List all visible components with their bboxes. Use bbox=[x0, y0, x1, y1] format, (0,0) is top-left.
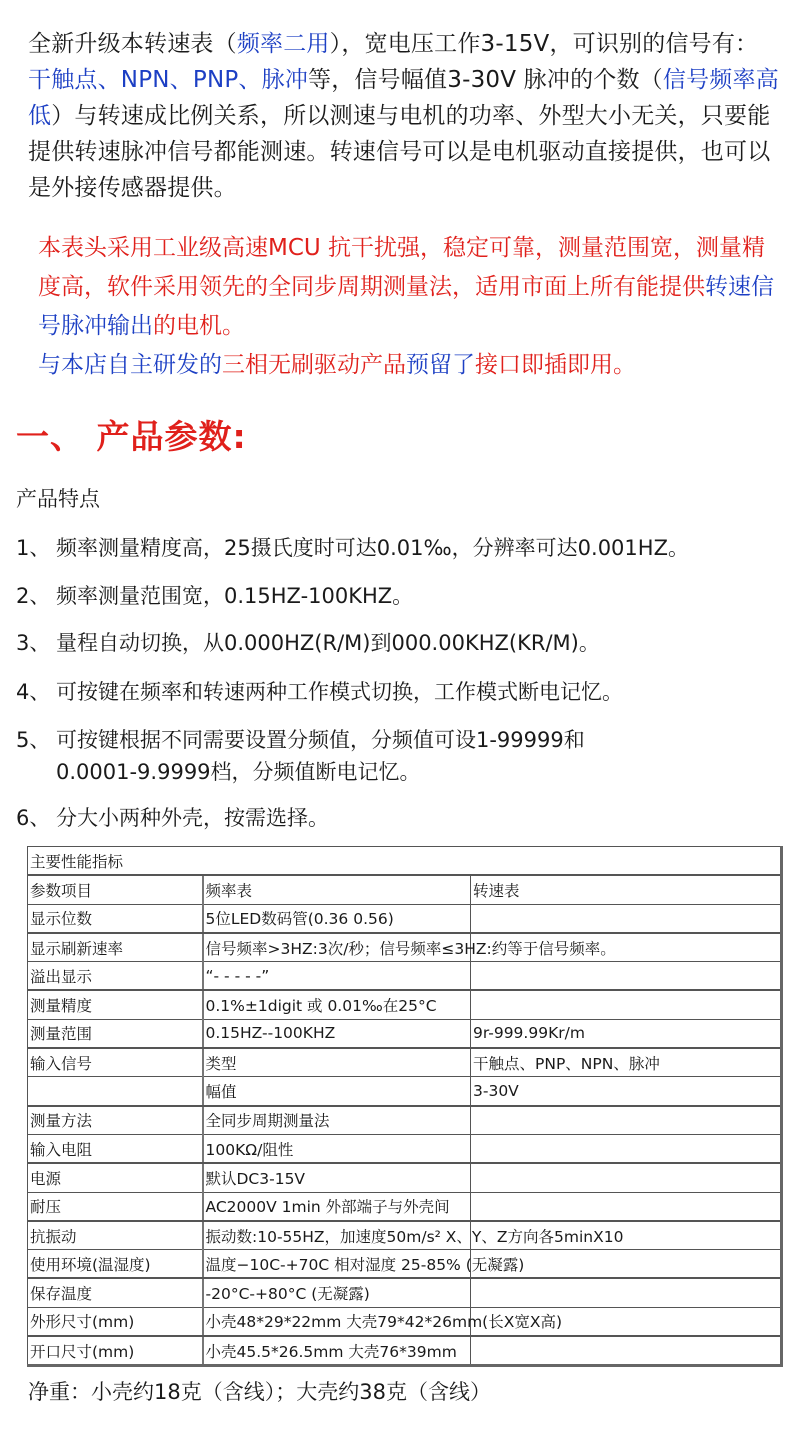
table-cell: 信号频率>3HZ:3次/秒；信号频率≤3HZ:约等于信号频率。 bbox=[203, 933, 471, 962]
table-cell: 保存温度 bbox=[28, 1278, 203, 1307]
net-weight: 净重：小壳约18克（含线）；大壳约38克（含线） bbox=[28, 1380, 491, 1404]
store-highlight-product: 三相无刷驱动产品 bbox=[222, 352, 406, 378]
table-cell: “- - - - -” bbox=[203, 962, 471, 991]
feature-text: 量程自动切换，从0.000HZ(R/M)到000.00KHZ(KR/M)。 bbox=[56, 631, 600, 655]
table-cell: 输入电阻 bbox=[28, 1134, 203, 1163]
intro-text-2: ），宽电压工作3-15V，可识别的信号有： bbox=[329, 31, 759, 57]
feature-text: 频率测量精度高，25摄氏度时可达0.01‰，分辨率可达0.001HZ。 bbox=[56, 536, 689, 560]
table-caption: 主要性能指标 bbox=[28, 847, 782, 876]
table-cell: 小壳48*29*22mm 大壳79*42*26mm(长X宽X高) bbox=[203, 1307, 471, 1336]
table-cell: 0.1%±1digit 或 0.01‰在25°C bbox=[203, 990, 471, 1019]
table-cell: -20°C-+80°C (无凝露) bbox=[203, 1278, 471, 1307]
table-cell bbox=[471, 1278, 782, 1307]
feature-number: 4、 bbox=[16, 680, 51, 704]
feature-number: 6、 bbox=[16, 806, 51, 830]
mcu-text-1: 本表头采用工业级高速MCU 抗干扰强，稳定可靠，测量范围宽，测量精度高，软件采用领先的全同步周期测量法，适用市面上所有能提供 bbox=[38, 235, 766, 300]
table-row bbox=[28, 1307, 782, 1336]
section-heading: 一、 产品参数: bbox=[16, 417, 247, 456]
table-cell: 抗振动 bbox=[28, 1221, 203, 1250]
table-row bbox=[28, 1077, 782, 1106]
table-row bbox=[28, 1134, 782, 1163]
table-cell bbox=[471, 1163, 782, 1192]
table-cell: AC2000V 1min 外部端子与外壳间 bbox=[203, 1192, 471, 1221]
feature-number: 2、 bbox=[16, 584, 51, 608]
store-text-2: 预留了 bbox=[406, 352, 475, 378]
table-cell: 幅值 bbox=[203, 1077, 471, 1106]
intro-text-3: 等，信号幅值3-30V 脉冲的个数（ bbox=[308, 67, 663, 93]
feature-item-2 bbox=[16, 580, 806, 612]
store-text-1: 与本店自主研发的 bbox=[38, 352, 222, 378]
table-cell bbox=[28, 1077, 203, 1106]
table-row bbox=[28, 1192, 782, 1221]
table-cell: 使用环境(温湿度) bbox=[28, 1250, 203, 1279]
feature-number: 5、 bbox=[16, 728, 51, 752]
feature-number: 1、 bbox=[16, 536, 51, 560]
feature-text: 分大小两种外壳，按需选择。 bbox=[56, 806, 329, 830]
table-row bbox=[28, 1163, 782, 1192]
feature-number: 3、 bbox=[16, 631, 51, 655]
table-row bbox=[28, 990, 782, 1019]
table-row bbox=[28, 1250, 782, 1279]
table-cell: 干触点、PNP、NPN、脉冲 bbox=[471, 1048, 782, 1077]
table-cell: 3-30V bbox=[471, 1077, 782, 1106]
table-cell: 9r-999.99Kr/m bbox=[471, 1019, 782, 1048]
feature-item-4 bbox=[16, 676, 806, 708]
table-caption-row bbox=[28, 847, 782, 876]
table-row bbox=[28, 1019, 782, 1048]
table-cell: 0.15HZ--100KHZ bbox=[203, 1019, 471, 1048]
table-cell: 小壳45.5*26.5mm 大壳76*39mm bbox=[203, 1336, 471, 1366]
table-row bbox=[28, 933, 782, 962]
table-row bbox=[28, 1336, 782, 1366]
table-cell: 溢出显示 bbox=[28, 962, 203, 991]
table-cell: 电源 bbox=[28, 1163, 203, 1192]
table-cell bbox=[471, 1336, 782, 1366]
table-row bbox=[28, 904, 782, 933]
store-text-3: 接口即插即用。 bbox=[475, 352, 636, 378]
feature-item-1 bbox=[16, 532, 806, 564]
table-cell bbox=[471, 904, 782, 933]
table-cell: 类型 bbox=[203, 1048, 471, 1077]
table-row bbox=[28, 1278, 782, 1307]
table-cell: 振动数:10-55HZ，加速度50m/s² X、Y、Z方向各5minX10 bbox=[203, 1221, 471, 1250]
table-row bbox=[28, 875, 782, 904]
feature-text: 可按键在频率和转速两种工作模式切换，工作模式断电记忆。 bbox=[56, 680, 623, 704]
table-cell: 5位LED数码管(0.36 0.56) bbox=[203, 904, 471, 933]
table-cell: 显示刷新速率 bbox=[28, 933, 203, 962]
feature-text-continued: 0.0001-9.9999档，分频值断电记忆。 bbox=[56, 760, 421, 784]
table-cell: 参数项目 bbox=[28, 875, 203, 904]
features-title: 产品特点 bbox=[16, 487, 100, 511]
feature-text: 频率测量范围宽，0.15HZ-100KHZ。 bbox=[56, 584, 414, 608]
table-cell: 温度−10C-+70C 相对湿度 25-85% (无凝露) bbox=[203, 1250, 471, 1279]
table-cell: 耐压 bbox=[28, 1192, 203, 1221]
table-row bbox=[28, 1048, 782, 1077]
table-cell: 100KΩ/阻性 bbox=[203, 1134, 471, 1163]
table-row bbox=[28, 1106, 782, 1135]
mcu-highlight-signal-output: 转速信号脉冲输出 bbox=[38, 274, 774, 339]
table-cell: 测量精度 bbox=[28, 990, 203, 1019]
table-cell: 测量方法 bbox=[28, 1106, 203, 1135]
table-row bbox=[28, 962, 782, 991]
feature-item-5 bbox=[16, 724, 806, 788]
table-row bbox=[28, 1221, 782, 1250]
intro-text-4: ）与转速成比例关系，所以测速与电机的功率、外型大小无关，只要能提供转速脉冲信号都能测速。转速信号可以是电机驱动直接提供，也可以是外接传感器提供。 bbox=[28, 103, 771, 201]
table-cell: 开口尺寸(mm) bbox=[28, 1336, 203, 1366]
table-cell bbox=[471, 1192, 782, 1221]
intro-highlight-signals: 干触点、NPN、PNP、脉冲 bbox=[28, 67, 309, 93]
mcu-description bbox=[38, 229, 778, 385]
table-cell: 频率表 bbox=[203, 875, 471, 904]
table-cell: 显示位数 bbox=[28, 904, 203, 933]
intro-highlight-frequency: 信号频率高 低 bbox=[28, 67, 779, 129]
spec-table bbox=[27, 846, 783, 1367]
table-cell bbox=[471, 990, 782, 1019]
table-cell bbox=[471, 1106, 782, 1135]
feature-text: 可按键根据不同需要设置分频值，分频值可设1-99999和 bbox=[56, 728, 585, 752]
table-cell: 默认DC3-15V bbox=[203, 1163, 471, 1192]
intro-paragraph bbox=[28, 26, 780, 206]
table-cell: 输入信号 bbox=[28, 1048, 203, 1077]
intro-text-1: 全新升级本转速表（ bbox=[28, 31, 237, 57]
intro-highlight-dual-use: 频率二用 bbox=[236, 31, 330, 57]
table-cell: 测量范围 bbox=[28, 1019, 203, 1048]
table-cell: 外形尺寸(mm) bbox=[28, 1307, 203, 1336]
table-cell: 全同步周期测量法 bbox=[203, 1106, 471, 1135]
mcu-text-2: 的电机。 bbox=[153, 313, 245, 339]
feature-item-3 bbox=[16, 627, 806, 659]
table-cell bbox=[471, 1134, 782, 1163]
table-cell: 转速表 bbox=[471, 875, 782, 904]
feature-item-6 bbox=[16, 802, 806, 834]
table-cell bbox=[471, 962, 782, 991]
